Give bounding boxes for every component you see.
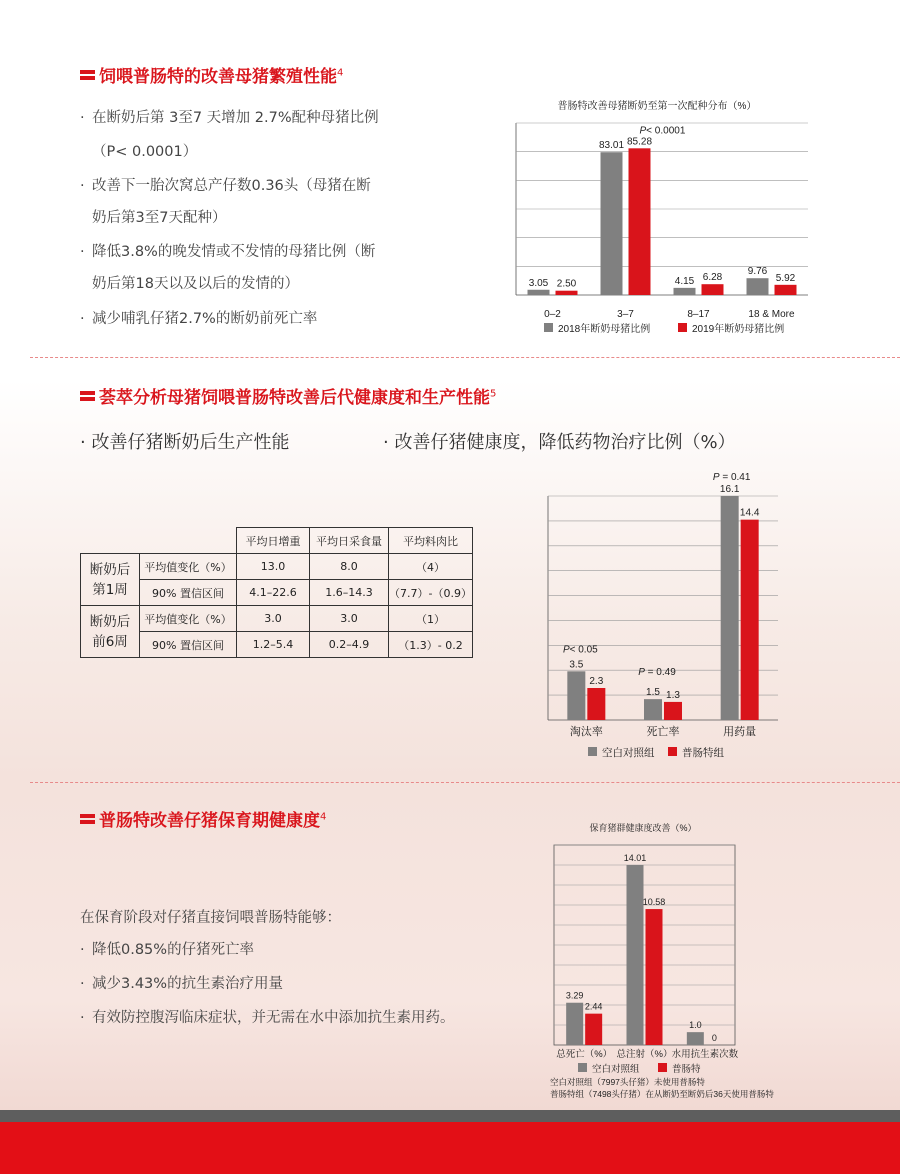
table-row xyxy=(81,606,473,632)
data-label: 3.29 xyxy=(565,990,584,1001)
chart-footnote: 普肠特组（7498头仔猪）在从断奶至断奶后36天使用普肠特 xyxy=(550,1089,774,1099)
table-cell: （1.3）- 0.2 xyxy=(389,632,473,658)
bullet-item: · 改善下一胎次窝总产仔数0.36头（母猪在断 xyxy=(80,178,371,194)
category-label: 18 & More xyxy=(748,309,795,320)
data-label: 10.58 xyxy=(642,897,666,908)
subheading-right: · 改善仔猪健康度，降低药物治疗比例（%） xyxy=(383,432,736,453)
category-label: 用药量 xyxy=(723,726,757,738)
legend-swatch xyxy=(544,323,553,332)
category-label: 淘汰率 xyxy=(569,726,603,738)
bar xyxy=(747,278,769,295)
data-label: 0 xyxy=(711,1033,717,1043)
footer-red-band xyxy=(0,1122,900,1174)
table-cell: 8.0 xyxy=(310,554,389,580)
category-label: 总注射（%） xyxy=(616,1049,673,1060)
section3-intro: 在保育阶段对仔猪直接饲喂普肠特能够： xyxy=(80,910,341,926)
legend-label: 2019年断奶母猪比例 xyxy=(692,324,785,335)
data-label: 5.92 xyxy=(775,272,796,284)
table-group-label: 断奶后 前6周 xyxy=(81,606,140,658)
category-label: 8–17 xyxy=(687,309,710,320)
data-label: 2.44 xyxy=(584,1001,603,1012)
section3-title: 普肠特改善仔猪保育期健康度$^4$ xyxy=(80,806,326,831)
data-label: 4.15 xyxy=(674,275,695,287)
table-cell: 1.2–5.4 xyxy=(237,632,310,658)
bar xyxy=(556,291,578,295)
dashed-divider xyxy=(30,782,900,783)
p-value-annotation: P< 0.05 xyxy=(562,644,598,656)
legend-swatch xyxy=(678,323,687,332)
p-value-annotation: P< 0.0001 xyxy=(639,125,686,137)
data-label: 1.0 xyxy=(689,1020,702,1031)
bar xyxy=(567,671,585,720)
chart-piglet-health xyxy=(530,470,800,765)
bar xyxy=(644,699,662,720)
bar xyxy=(721,496,739,720)
chart-footnote: 空白对照组（7997头仔猪）未使用普肠特 xyxy=(550,1077,705,1087)
legend-swatch xyxy=(668,747,677,756)
table-row xyxy=(81,632,473,658)
legend-swatch xyxy=(588,747,597,756)
legend-label: 2018年断奶母猪比例 xyxy=(558,324,651,335)
dashed-divider xyxy=(30,357,900,358)
data-label: 3.5 xyxy=(569,659,584,671)
bar xyxy=(687,1032,704,1045)
table-row-label: 90% 置信区间 xyxy=(140,580,237,606)
legend-swatch xyxy=(578,1063,587,1072)
bullet-item: · 在断奶后第 3至7 天增加 2.7%配种母猪比例 xyxy=(80,110,379,126)
bullet-item: · 降低3.8%的晚发情或不发情的母猪比例（断 xyxy=(80,244,376,260)
bullet-item: · 减少3.43%的抗生素治疗用量 xyxy=(80,976,284,992)
bullet-item: · 有效防控腹泻临床症状，并无需在水中添加抗生素用药。 xyxy=(80,1010,455,1026)
legend-label: 普肠特 xyxy=(672,1064,701,1075)
p-value-annotation: P = 0.49 xyxy=(638,667,676,679)
legend-swatch xyxy=(658,1063,667,1072)
legend-label: 空白对照组 xyxy=(592,1064,640,1075)
table-cell: 0.2–4.9 xyxy=(310,632,389,658)
chart-title: 普肠特改善母猪断奶至第一次配种分布（%） xyxy=(557,101,757,112)
data-label: 2.3 xyxy=(589,676,604,687)
data-label: 14.4 xyxy=(739,507,760,519)
table-cell: （7.7）-（0.9） xyxy=(389,580,473,606)
table-cell: 4.1–22.6 xyxy=(237,580,310,606)
chart-nursery-health xyxy=(540,815,800,1105)
table-row-label: 平均值变化（%） xyxy=(140,554,237,580)
title-marker-icon xyxy=(80,814,95,824)
chart-sow-rebreeding xyxy=(500,95,840,345)
chart-title: 保育猪群健康度改善（%） xyxy=(589,823,697,833)
bar xyxy=(585,1014,602,1045)
category-label: 总死亡（%） xyxy=(556,1049,613,1060)
bullet-continuation: （P< 0.0001） xyxy=(92,144,198,160)
footer-gray-band xyxy=(0,1110,900,1122)
bar xyxy=(601,152,623,295)
table-cell: 3.0 xyxy=(237,606,310,632)
data-label: 83.01 xyxy=(598,140,625,152)
bar xyxy=(627,865,644,1045)
bar xyxy=(587,688,605,720)
bullet-item: · 降低0.85%的仔猪死亡率 xyxy=(80,942,255,958)
bar xyxy=(528,290,550,295)
bar xyxy=(741,520,759,720)
table-cell: 13.0 xyxy=(237,554,310,580)
section2-title: 荟萃分析母猪饲喂普肠特改善后代健康度和生产性能$^5$ xyxy=(80,383,496,408)
table-header-cell: 平均料肉比 xyxy=(389,528,473,554)
bar xyxy=(629,148,651,295)
category-label: 3–7 xyxy=(617,309,634,320)
legend-label: 普肠特组 xyxy=(682,747,724,759)
table-header-cell: 平均日增重 xyxy=(237,528,310,554)
table-header-row xyxy=(81,528,473,554)
data-label: 6.28 xyxy=(702,272,723,284)
title-marker-icon xyxy=(80,70,95,80)
bar xyxy=(566,1003,583,1045)
data-label: 3.05 xyxy=(528,277,549,289)
bullet-continuation: 奶后第3至7天配种） xyxy=(92,210,227,226)
data-label: 9.76 xyxy=(747,266,768,278)
section1-title: 饲喂普肠特的改善母猪繁殖性能$^4$ xyxy=(80,62,343,87)
bar xyxy=(646,909,663,1045)
data-label: 14.01 xyxy=(623,853,647,863)
legend-label: 空白对照组 xyxy=(602,747,655,759)
table-row-label: 平均值变化（%） xyxy=(140,606,237,632)
table-row-label: 90% 置信区间 xyxy=(140,632,237,658)
bar xyxy=(674,288,696,295)
bar xyxy=(702,284,724,295)
bullet-continuation: 奶后第18天以及以后的发情的） xyxy=(92,276,299,292)
subheading-left: · 改善仔猪断奶后生产性能 xyxy=(80,432,290,453)
table-cell: 1.6–14.3 xyxy=(310,580,389,606)
table-row xyxy=(81,580,473,606)
table-cell: （4） xyxy=(389,554,473,580)
data-label: 1.3 xyxy=(666,689,680,701)
data-label: 1.5 xyxy=(646,687,660,699)
category-label: 0–2 xyxy=(544,309,561,320)
title-marker-icon xyxy=(80,391,95,401)
table-header-cell: 平均日采食量 xyxy=(310,528,389,554)
data-label: 85.28 xyxy=(626,136,653,148)
bar xyxy=(664,702,682,720)
category-label: 水用抗生素次数 xyxy=(671,1049,739,1060)
table-cell: 3.0 xyxy=(310,606,389,632)
table-row xyxy=(81,554,473,580)
table-group-label: 断奶后 第1周 xyxy=(81,554,140,606)
performance-table xyxy=(80,527,473,658)
bullet-item: · 减少哺乳仔猪2.7%的断奶前死亡率 xyxy=(80,311,318,327)
category-label: 死亡率 xyxy=(646,726,680,738)
table-cell: （1） xyxy=(389,606,473,632)
data-label: 16.1 xyxy=(719,484,740,495)
p-value-annotation: P = 0.41 xyxy=(712,472,751,483)
data-label: 2.50 xyxy=(556,278,577,290)
bar xyxy=(775,285,797,295)
